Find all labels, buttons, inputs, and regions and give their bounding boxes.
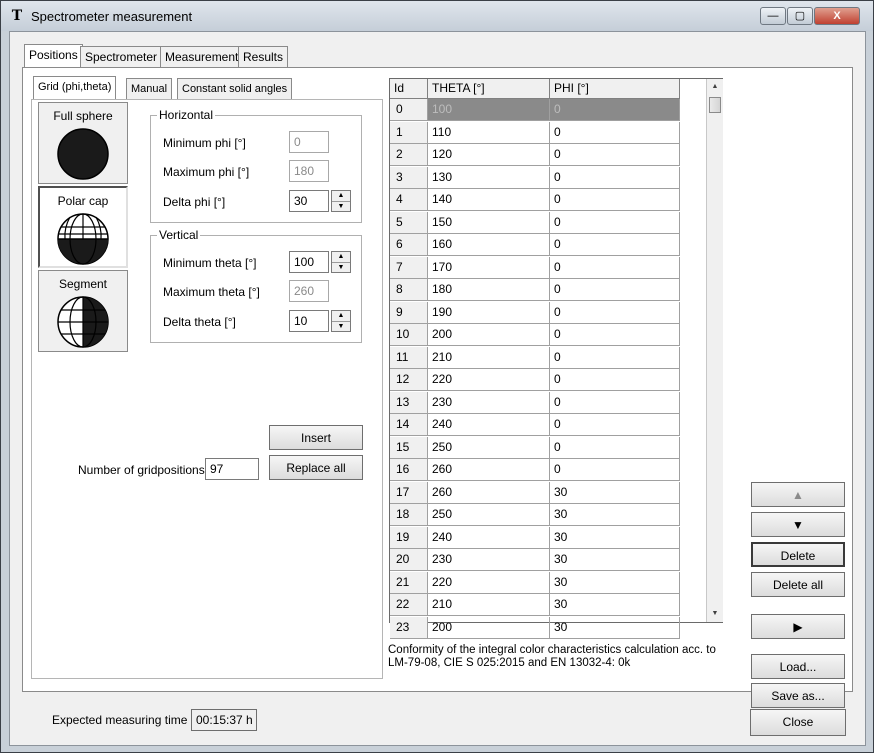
delete-button[interactable]: Delete — [751, 542, 845, 567]
cell-theta[interactable]: 130 — [428, 167, 550, 189]
cell-phi[interactable]: 30 — [550, 617, 680, 639]
app-icon: T — [11, 8, 23, 24]
arrow-down-icon: ▼ — [792, 518, 804, 532]
cell-id[interactable]: 22 — [390, 594, 428, 616]
conformity-text: Conformity of the integral color characteristics calculation acc. to LM-79-08, CIE S 025:2015 and EN 13032-4: 0k — [388, 644, 716, 669]
replace-all-button[interactable]: Replace all — [269, 455, 363, 480]
min-theta-label: Minimum theta [°] — [163, 256, 257, 270]
minimize-button[interactable]: — — [760, 7, 786, 25]
dialog-client — [9, 31, 866, 746]
cell-theta[interactable]: 170 — [428, 257, 550, 279]
polar-cap-label: Polar cap — [57, 194, 109, 208]
cell-id[interactable]: 20 — [390, 549, 428, 571]
tab-manual[interactable]: Manual — [126, 78, 172, 100]
stepper-up-icon[interactable]: ▲ — [337, 192, 345, 199]
cell-id[interactable]: 3 — [390, 167, 428, 189]
max-phi-field[interactable]: 180 — [289, 160, 329, 182]
stepper-up-icon[interactable]: ▲ — [337, 253, 345, 260]
polar-cap-button[interactable] — [38, 186, 128, 268]
cell-phi[interactable]: 0 — [550, 257, 680, 279]
sphere-icon — [56, 127, 110, 181]
cell-phi[interactable]: 30 — [550, 504, 680, 526]
cell-id[interactable]: 17 — [390, 482, 428, 504]
cell-theta[interactable]: 240 — [428, 527, 550, 549]
cell-id[interactable]: 19 — [390, 527, 428, 549]
cell-phi[interactable]: 0 — [550, 414, 680, 436]
cell-id[interactable]: 9 — [390, 302, 428, 324]
cell-phi[interactable]: 0 — [550, 212, 680, 234]
cell-theta[interactable]: 220 — [428, 369, 550, 391]
cell-phi[interactable]: 0 — [550, 144, 680, 166]
max-theta-field[interactable]: 260 — [289, 280, 329, 302]
segment-label: Segment — [58, 277, 108, 291]
save-as-button[interactable]: Save as... — [751, 683, 845, 708]
table-scrollbar[interactable] — [706, 79, 723, 622]
scroll-up-icon[interactable]: ▲ — [711, 83, 719, 90]
cell-theta[interactable]: 150 — [428, 212, 550, 234]
positions-table[interactable] — [389, 78, 723, 634]
cell-phi[interactable]: 0 — [550, 189, 680, 211]
header-phi[interactable]: PHI [°] — [550, 79, 680, 99]
cell-theta[interactable]: 200 — [428, 324, 550, 346]
cell-id[interactable]: 13 — [390, 392, 428, 414]
grid-panel — [31, 99, 383, 679]
cell-theta[interactable]: 250 — [428, 437, 550, 459]
cell-id[interactable]: 2 — [390, 144, 428, 166]
title-bar — [1, 1, 873, 31]
cell-id[interactable]: 16 — [390, 459, 428, 481]
cell-theta[interactable]: 120 — [428, 144, 550, 166]
cell-theta[interactable]: 230 — [428, 549, 550, 571]
cell-id[interactable]: 7 — [390, 257, 428, 279]
tab-measurement[interactable]: Measurement — [160, 46, 243, 68]
tab-constant-solid-angles[interactable]: Constant solid angles — [177, 78, 292, 100]
segment-icon — [56, 295, 110, 349]
cell-id[interactable]: 4 — [390, 189, 428, 211]
cell-phi[interactable]: 0 — [550, 302, 680, 324]
gridpositions-label: Number of gridpositions — [78, 463, 205, 477]
polar-cap-icon — [56, 212, 110, 266]
cell-phi[interactable]: 0 — [550, 369, 680, 391]
cell-phi[interactable]: 0 — [550, 324, 680, 346]
cell-phi[interactable]: 0 — [550, 167, 680, 189]
cell-theta[interactable]: 250 — [428, 504, 550, 526]
min-theta-field[interactable]: 100 — [289, 251, 329, 273]
cell-id[interactable]: 23 — [390, 617, 428, 639]
cell-id[interactable]: 8 — [390, 279, 428, 301]
tab-spectrometer[interactable]: Spectrometer — [80, 46, 162, 68]
cell-id[interactable]: 18 — [390, 504, 428, 526]
cell-theta[interactable]: 110 — [428, 122, 550, 144]
arrow-right-icon: ▶ — [793, 620, 803, 634]
scroll-thumb[interactable] — [709, 97, 721, 113]
horizontal-title: Horizontal — [159, 108, 214, 122]
delta-phi-stepper[interactable] — [331, 190, 351, 212]
cell-theta[interactable]: 140 — [428, 189, 550, 211]
cell-phi[interactable]: 0 — [550, 392, 680, 414]
cell-theta[interactable]: 190 — [428, 302, 550, 324]
cell-phi[interactable]: 30 — [550, 549, 680, 571]
full-sphere-label: Full sphere — [53, 109, 113, 123]
delta-theta-stepper[interactable] — [331, 310, 351, 332]
tab-grid-phi-theta[interactable]: Grid (phi,theta) — [33, 76, 116, 100]
cell-id[interactable]: 11 — [390, 347, 428, 369]
stepper-down-icon[interactable]: ▼ — [332, 262, 350, 272]
tab-positions[interactable]: Positions — [24, 44, 83, 68]
delta-theta-label: Delta theta [°] — [163, 315, 236, 329]
cell-phi[interactable]: 0 — [550, 347, 680, 369]
cell-id[interactable]: 21 — [390, 572, 428, 594]
positions-panel — [22, 67, 853, 703]
cell-theta[interactable]: 260 — [428, 482, 550, 504]
close-window-button[interactable]: X — [814, 7, 860, 25]
cell-id[interactable]: 0 — [390, 99, 428, 121]
segment-button[interactable] — [38, 270, 128, 352]
cell-id[interactable]: 10 — [390, 324, 428, 346]
cell-phi[interactable]: 30 — [550, 527, 680, 549]
expected-time-field: 00:15:37 h — [191, 709, 257, 731]
header-theta[interactable]: THETA [°] — [428, 79, 550, 99]
cell-phi[interactable]: 0 — [550, 279, 680, 301]
cell-theta[interactable]: 240 — [428, 414, 550, 436]
cell-theta[interactable]: 200 — [428, 617, 550, 639]
cell-theta[interactable]: 230 — [428, 392, 550, 414]
delete-all-button[interactable]: Delete all — [751, 572, 845, 597]
cell-theta[interactable]: 220 — [428, 572, 550, 594]
min-phi-field[interactable]: 0 — [289, 131, 329, 153]
cell-phi[interactable]: 0 — [550, 122, 680, 144]
cell-id[interactable]: 6 — [390, 234, 428, 256]
gridpositions-field[interactable]: 97 — [205, 458, 259, 480]
arrow-up-icon: ▲ — [792, 488, 804, 502]
cell-theta[interactable]: 160 — [428, 234, 550, 256]
cell-theta[interactable]: 260 — [428, 459, 550, 481]
insert-button[interactable]: Insert — [269, 425, 363, 450]
cell-id[interactable]: 1 — [390, 122, 428, 144]
move-right-button[interactable] — [751, 614, 845, 639]
horizontal-group — [150, 108, 362, 223]
cell-id[interactable]: 5 — [390, 212, 428, 234]
max-theta-label: Maximum theta [°] — [163, 285, 260, 299]
cell-phi[interactable]: 30 — [550, 572, 680, 594]
delta-phi-label: Delta phi [°] — [163, 195, 226, 209]
full-sphere-button[interactable] — [38, 102, 128, 184]
cell-phi[interactable]: 30 — [550, 482, 680, 504]
min-theta-stepper[interactable] — [331, 251, 351, 273]
window-title: Spectrometer measurement — [31, 9, 193, 24]
delta-phi-field[interactable]: 30 — [289, 190, 329, 212]
vertical-title: Vertical — [159, 228, 199, 242]
expected-time-label: Expected measuring time — [52, 713, 188, 727]
load-button[interactable]: Load... — [751, 654, 845, 679]
cell-theta[interactable]: 180 — [428, 279, 550, 301]
cell-theta[interactable]: 100 — [428, 99, 550, 121]
stepper-down-icon[interactable]: ▼ — [332, 321, 350, 331]
cell-phi[interactable]: 0 — [550, 459, 680, 481]
header-id[interactable]: Id — [390, 79, 428, 99]
min-phi-label: Minimum phi [°] — [163, 136, 246, 150]
delta-theta-field[interactable]: 10 — [289, 310, 329, 332]
move-up-button[interactable] — [751, 482, 845, 507]
move-down-button[interactable] — [751, 512, 845, 537]
table-header — [390, 79, 706, 99]
cell-theta[interactable]: 210 — [428, 594, 550, 616]
cell-id[interactable]: 14 — [390, 414, 428, 436]
cell-id[interactable]: 15 — [390, 437, 428, 459]
close-button[interactable]: Close — [750, 709, 846, 736]
max-phi-label: Maximum phi [°] — [163, 165, 250, 179]
maximize-button[interactable]: ▢ — [787, 7, 813, 25]
cell-phi[interactable]: 0 — [550, 99, 680, 121]
cell-phi[interactable]: 0 — [550, 437, 680, 459]
stepper-up-icon[interactable]: ▲ — [337, 312, 345, 319]
cell-phi[interactable]: 30 — [550, 594, 680, 616]
cell-id[interactable]: 12 — [390, 369, 428, 391]
scroll-down-icon[interactable]: ▼ — [711, 610, 719, 617]
vertical-group — [150, 228, 362, 343]
cell-theta[interactable]: 210 — [428, 347, 550, 369]
stepper-down-icon[interactable]: ▼ — [332, 201, 350, 211]
tab-results[interactable]: Results — [238, 46, 288, 68]
cell-phi[interactable]: 0 — [550, 234, 680, 256]
